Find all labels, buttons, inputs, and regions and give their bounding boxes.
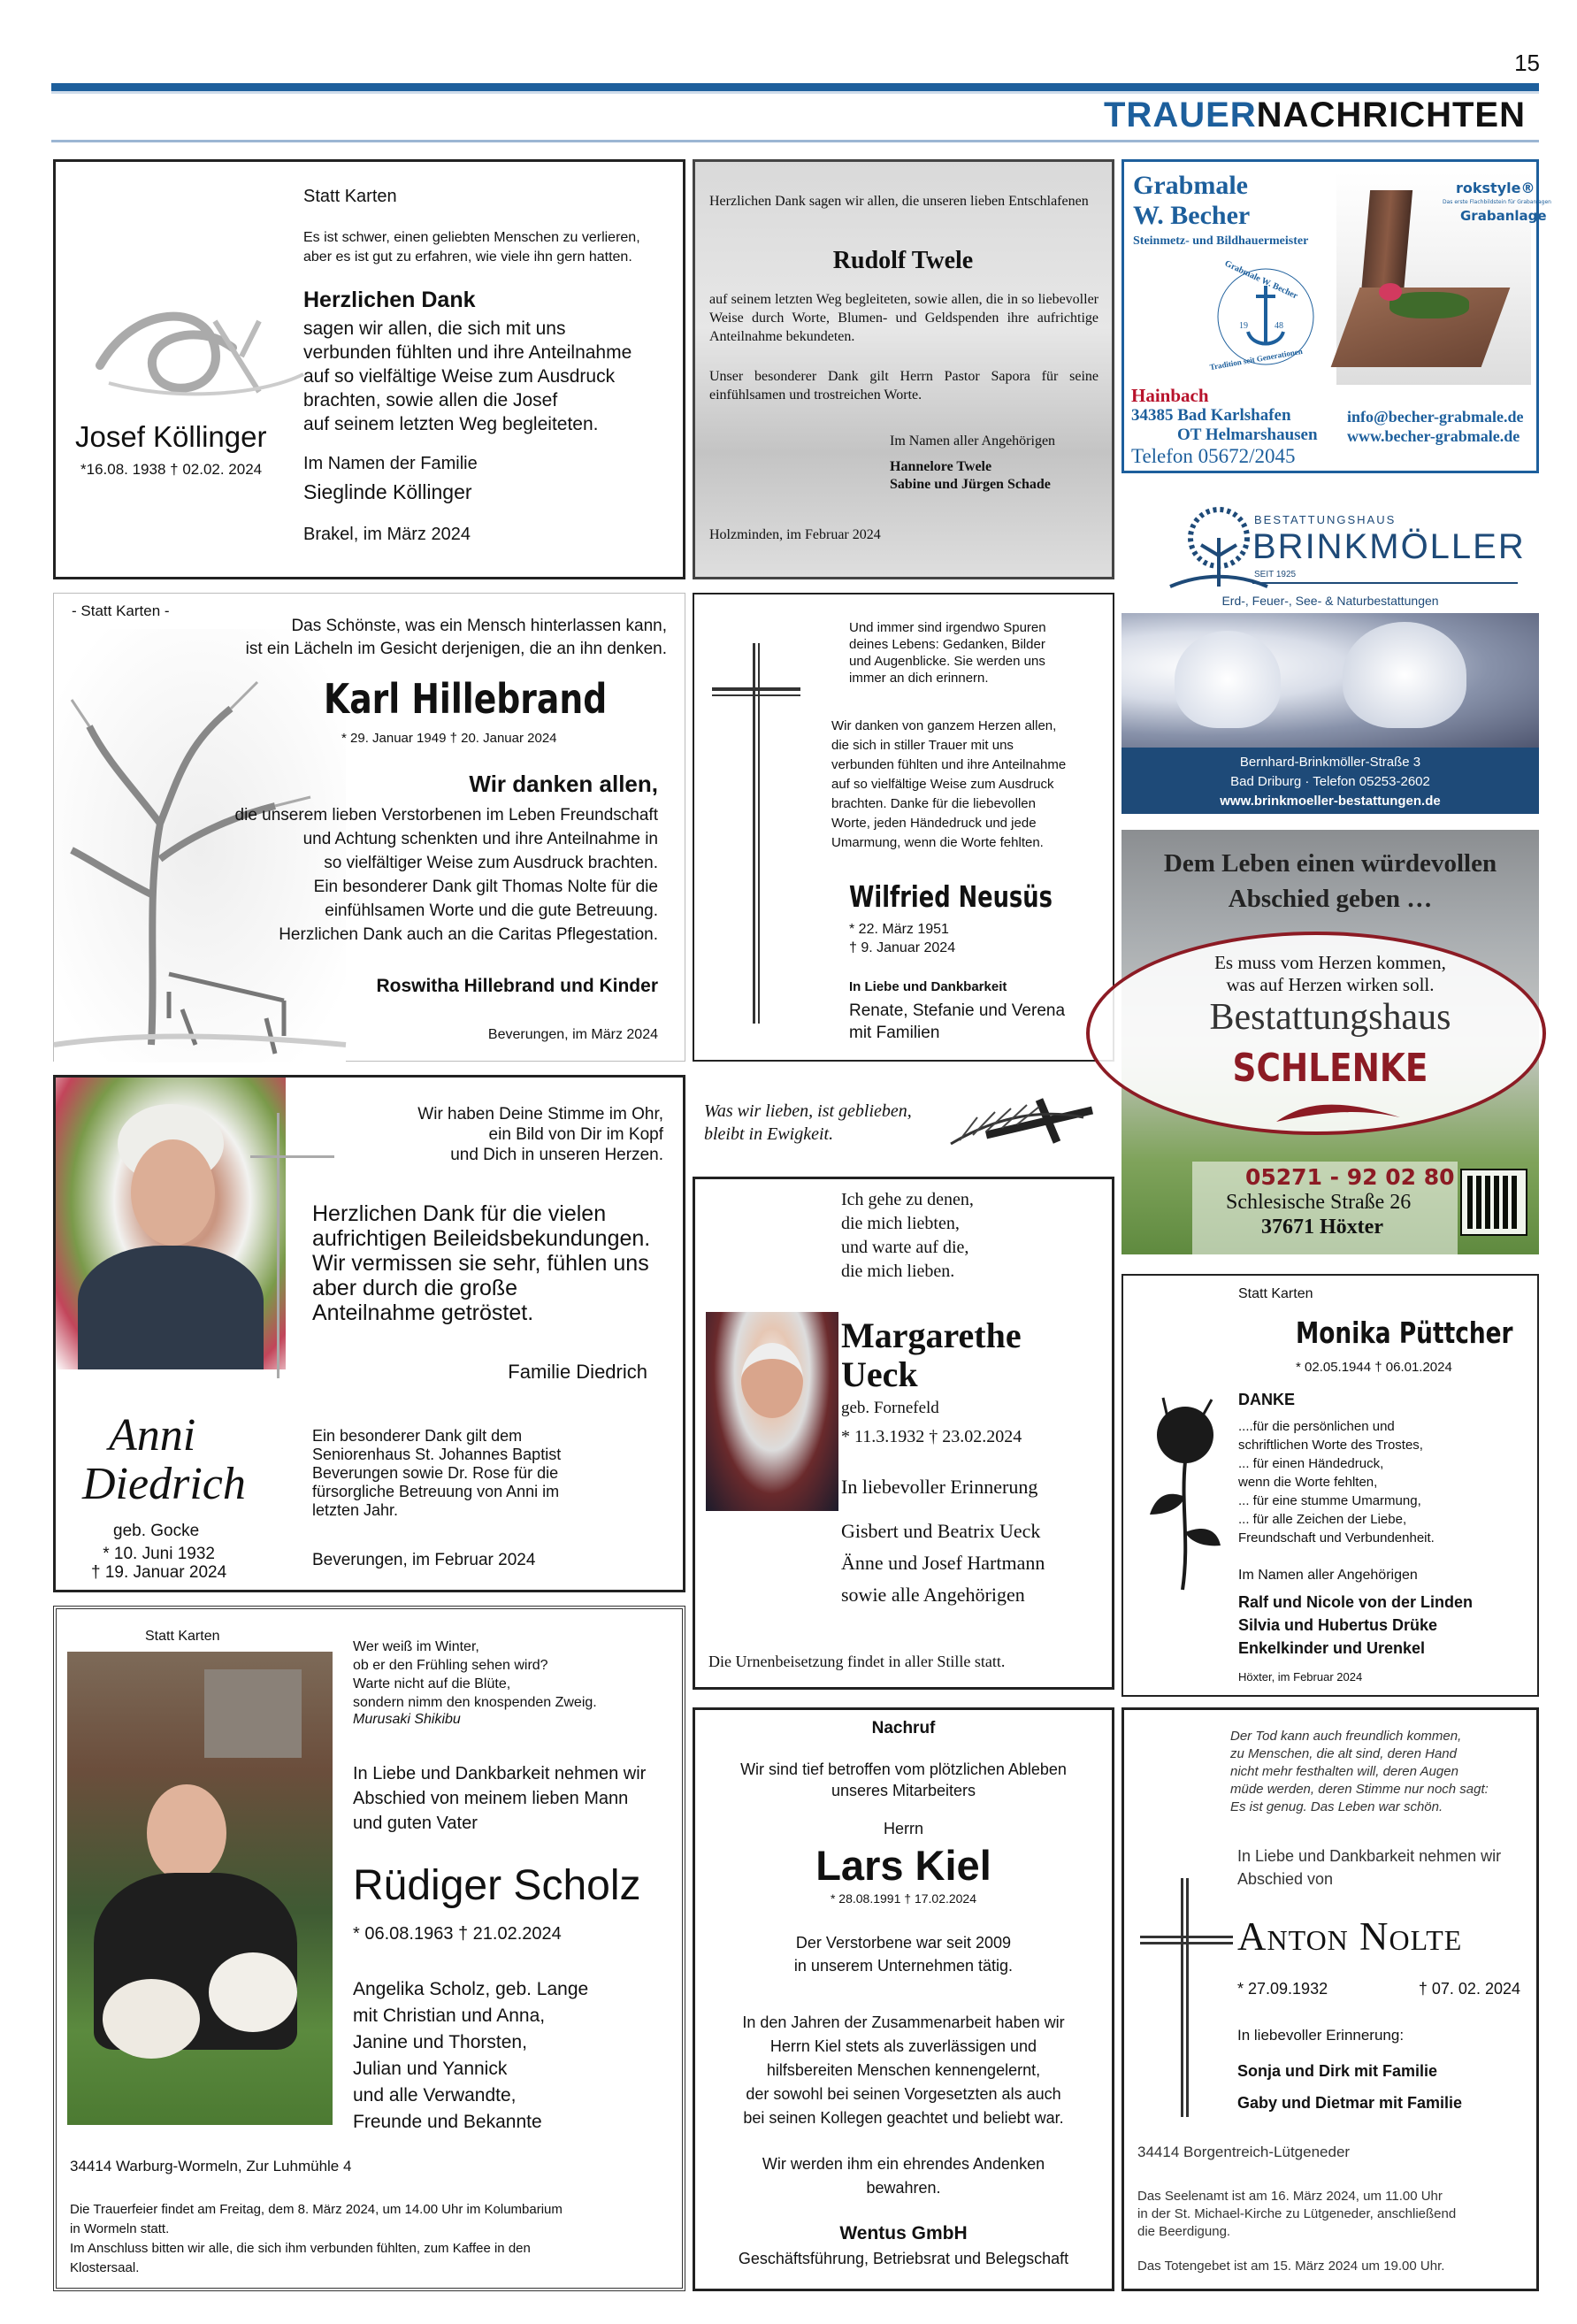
brink-name: BRINKMÖLLER [1252,527,1526,566]
poem: Ich gehe zu denen, die mich liebten, und warte auf die, die mich lieben. [841,1190,974,1281]
born-name: geb. Gocke [113,1522,200,1540]
born-date: * 27.09.1932 [1237,1980,1328,1998]
cross-icon [1140,1878,1233,2117]
portrait-shoulders [78,1246,264,1369]
grave-plants [1389,292,1469,318]
doghouse [204,1669,302,1758]
thanks-body: Herzlichen Dank für die vielen aufrichtigen Beileidsbekundungen. Wir vermissen sie sehr, fühlen uns aber durch die große Anteilnahme getröstet. [312,1201,651,1325]
paragraph-3: Wir werden ihm ein ehrendes Andenken bewahren. [762,2155,1045,2197]
poem-author: Murusaki Shikibu [353,1712,461,1727]
deceased-first: Anni [109,1410,196,1461]
addr1: Hainbach [1131,385,1209,406]
addr3: OT Helmarshausen [1177,426,1318,444]
deceased-name: Lars Kiel [815,1842,991,1889]
statt-karten: Statt Karten [1238,1286,1313,1301]
special-thanks: Ein besonderer Dank gilt dem Seniorenhaus St. Johannes Baptist Beverungen sowie Dr. Rose für die fürsorgliche Betreuung von Anni im letzten Jahr. [312,1427,562,1519]
heading: Nachruf [871,1719,936,1737]
cross-icon-vertical [753,643,755,1024]
deceased-name: Monika Püttcher [1296,1315,1513,1350]
address: 34414 Borgentreich-Lütgeneder [1137,2144,1351,2160]
note: Die Urnenbeisetzung findet in aller Stille statt. [708,1653,1006,1670]
note: Die Trauerfeier findet am Freitag, dem 8. März 2024, um 14.00 Uhr im Kolumbarium in Wormeln statt. Im Anschluss bitten wir alle, die sich ihm verbunden fühlten, zum Kaffee in den Klostersaal. [70,2202,563,2275]
intro-text: In Liebe und Dankbarkeit nehmen wir Abschied von [1237,1847,1502,1888]
family-names: Ralf und Nicole von der Linden Silvia und Hubertus Drüke Enkelkinder und Urenkel [1238,1593,1474,1657]
brink-footer [1122,748,1539,814]
cross-icon-horizontal [250,1155,334,1158]
family-names: Hannelore Twele Sabine und Jürgen Schade [890,459,1051,492]
place-date: Brakel, im März 2024 [303,525,471,544]
notice-puettcher [1122,1274,1539,1697]
notice-ueck [693,1177,1114,1690]
tulip-1 [1175,631,1281,728]
deceased-last: Diedrich [82,1459,246,1509]
company-sub: Geschäftsführung, Betriebsrat und Belegschaft [738,2250,1069,2267]
died-date: † 07. 02. 2024 [1418,1980,1520,1998]
intro-text: Wir sind tief betroffen vom plötzlichen Ableben unseres Mitarbeiters [740,1760,1067,1799]
intro-text: Es ist schwer, einen geliebten Menschen zu verlieren, aber es ist gut zu erfahren, wie viele ihn gern hatten. [303,230,640,265]
notice-koellinger [53,159,685,579]
becher-subtitle: Steinmetz- und Bildhauermeister [1133,234,1309,248]
thanks-heading: Wir danken allen, [469,771,658,797]
notice-scholz [53,1606,685,2291]
notice-hillebrand [53,593,685,1062]
ad-brinkmoeller [1122,494,1539,814]
becher-title1: Grabmale [1133,171,1248,200]
deceased-dates: * 11.3.1932 † 23.02.2024 [841,1427,1022,1446]
schlenke-name1: Bestattungshaus [1209,997,1451,1038]
rokstyle-tag: Grabanlage [1460,208,1547,224]
tulip-2 [1343,622,1466,728]
statt-karten: Statt Karten [145,1629,220,1644]
family-2: Gaby und Dietmar mit Familie [1237,2094,1463,2112]
place-date: Beverungen, im März 2024 [487,1027,658,1042]
brink-addr: Bernhard-Brinkmöller-Straße 3 [1239,755,1421,770]
deceased-name: Karl Hillebrand [324,675,608,723]
thanks-heading: DANKE [1238,1391,1296,1408]
schlenke-swoosh-icon [1272,1095,1405,1131]
schlenke-phone: 05271 - 92 02 80 [1245,1164,1455,1190]
place-date: Beverungen, im Februar 2024 [312,1551,536,1569]
deceased-name: Josef Köllinger [75,420,267,453]
deceased-name: Margarethe Ueck [841,1315,1022,1394]
deceased-dates: * 28.08.1991 † 17.02.2024 [830,1891,977,1906]
brinkmoeller-logo-area [1122,494,1539,613]
ad-becher [1122,159,1551,473]
cross-icon-horizontal-2 [1140,1942,1233,1944]
address: 34414 Warburg-Wormeln, Zur Luhmühle 4 [70,2158,352,2174]
family-label: Im Namen der Familie [303,454,478,473]
paragraph-1: Der Verstorbene war seit 2009 in unserem Unternehmen tätig. [793,1934,1014,1975]
ueck-top-quote: Was wir lieben, ist geblieben, bleibt in Ewigkeit. [704,1101,912,1144]
portrait-face [741,1343,803,1418]
cross-icon-horizontal [1140,1936,1233,1938]
family-names: Gisbert und Beatrix Ueck Änne und Josef Hartmann sowie alle Angehörigen [841,1520,1045,1606]
deceased-dates: *16.08. 1938 † 02.02. 2024 [80,461,263,478]
becher-title2: W. Becher [1133,201,1251,230]
thanks-body: sagen wir allen, die sich mit uns verbunden fühlten und ihre Anteilnahme auf so vielfältige Weise zum Ausdruck brachten, sowie allen die Josef auf seinem letzten Weg begleiteten. [303,318,632,434]
statt-karten: - Statt Karten - [72,602,170,619]
schlenke-name2: SCHLENKE [1232,1046,1428,1091]
section-title-b: NACHRICHTEN [1256,96,1526,134]
thanks-body: die unserem lieben Verstorbenen im Leben Freundschaft und Achtung schenkten und ihre Anteilnahme in so vielfältiger Weise zum Ausdruck brachten. Ein besonderer Dank gilt Thomas Nolte für die einfühlsamen Worte und die gute Betreuung. Herzlichen Dank auch an die Caritas Pflegestation. [234,806,658,944]
brink-line [1252,582,1518,584]
becher-email: info@becher-grabmale.de [1347,408,1524,426]
section-title [1104,96,1526,135]
family-1: Sonja und Dirk mit Familie [1237,2062,1438,2080]
seal-year1: 19 [1239,321,1248,331]
notice-diedrich [53,1075,685,1592]
company: Wentus GmbH [839,2223,968,2243]
note-1: Das Seelenamt ist am 16. März 2024, um 11.00 Uhr in der St. Michael-Kirche zu Lütgeneder, anschließend die Beerdigung. [1137,2189,1457,2239]
quote: Wir haben Deine Stimme im Ohr, ein Bild von Dir im Kopf und Dich in unseren Herzen. [417,1105,663,1164]
notice-nolte [1122,1707,1539,2291]
deceased-dates: * 29. Januar 1949 † 20. Januar 2024 [341,731,557,746]
poem: Wer weiß im Winter, ob er den Frühling sehen wird? Warte nicht auf die Blüte, sondern nimm den knospenden Zweig. [353,1639,597,1710]
title: Herrn [883,1820,923,1837]
quote: Der Tod kann auch freundlich kommen, zu Menschen, die alt sind, deren Hand nicht mehr festhalten will, deren Augen müde werden, deren Stimme nur noch sagt: Es ist genug. Das Leben war schön. [1230,1729,1489,1814]
ad-schlenke [1122,830,1539,1254]
family-names: Roswitha Hillebrand und Kinder [376,976,658,996]
brink-since: SEIT 1925 [1254,570,1297,579]
schlenke-quote: Es muss vom Herzen kommen, was auf Herzen wirken soll. [1214,952,1446,995]
seal-top-text: Grabmale W. Becher [1222,258,1299,302]
schlenke-slogan: Dem Leben einen würdevollen Abschied geben … [1163,849,1497,913]
family-label: Im Namen aller Angehörigen [1238,1568,1418,1583]
cross-icon-horizontal-2 [712,694,800,696]
deceased-dates: * 22. März 1951 † 9. Januar 2024 [849,922,956,955]
family-names: Familie Diedrich [508,1361,647,1383]
dog-1 [103,1979,200,2059]
addr2: 34385 Bad Karlshafen [1131,406,1291,425]
seal-year2: 48 [1275,321,1283,331]
brink-services: Erd-, Feuer-, See- & Naturbestattungen [1221,594,1439,608]
thanks-body: auf seinem letzten Weg begleiteten, sowie allen, die in so liebevoller Weise durch Worte, Blumen- und Geldspenden ihre aufrichtige Anteilnahme bekundeten. [709,292,1099,344]
cross-icon-vertical-2 [758,643,760,1024]
label: In Liebe und Dankbarkeit [849,979,1007,994]
grave-flowers [1379,283,1402,301]
rokstyle-brand: rokstyle® [1456,180,1535,196]
poem: Und immer sind irgendwo Spuren deines Lebens: Gedanken, Bilder und Augenblicke. Sie werden uns immer an dich erinnern. [849,620,1046,686]
intro-text: Herzlichen Dank sagen wir allen, die unseren lieben Entschlafenen [709,194,1089,209]
person-head [147,1784,226,1882]
special-thanks: Unser besonderer Dank gilt Herrn Pastor Sapora für seine einfühlsamen und trostreichen Worte. [709,369,1099,403]
thanks-body: ....für die persönlichen und schriftlichen Worte des Trostes, ... für einen Händedruck, wenn die Worte fehlten, ... für eine stumme Umarmung, ... für alle Zeichen der Liebe, Freundschaft und Verbundenheit. [1238,1419,1435,1545]
deceased-dates: * 10. Juni 1932 † 19. Januar 2024 [91,1545,227,1582]
rokstyle-sub: Das erste Flachbildstein für Grabanlagen [1443,199,1551,205]
brink-pre: BESTATTUNGSHAUS [1254,513,1397,526]
portrait-face [131,1139,215,1246]
notice-neusues [693,593,1114,1062]
brink-web: www.brinkmoeller-bestattungen.de [1220,794,1441,809]
notice-twele [693,159,1114,579]
quote: Das Schönste, was ein Mensch hinterlassen kann, ist ein Lächeln im Gesicht derjenigen, die an ihn denken. [245,617,667,658]
qr-code-icon [1462,1170,1526,1234]
deceased-name: Rüdiger Scholz [353,1862,641,1909]
header-rule-light [51,91,1539,94]
brink-city: Bad Driburg · Telefon 05253-2602 [1230,774,1430,789]
statt-karten: Statt Karten [303,187,397,206]
deceased-name: Rudolf Twele [832,247,974,274]
family-label: Im Namen aller Angehörigen [890,433,1056,449]
deceased-dates: * 06.08.1963 † 21.02.2024 [353,1924,562,1944]
place-date: Höxter, im Februar 2024 [1238,1670,1363,1684]
tulip-photo [1122,613,1539,748]
paragraph-2: In den Jahren der Zusammenarbeit haben wir Herrn Kiel stets als zuverlässigen und hilfsbereiten Menschen kennengelernt, der sowohl bei seinen Vorgesetzten als auch bei seinen Kollegen geachtet und beliebt war. [742,2013,1065,2127]
schlenke-street: Schlesische Straße 26 [1226,1191,1412,1214]
deceased-name: Wilfried Neusüs [849,879,1053,914]
becher-phone: Telefon 05672/2045 [1131,445,1296,467]
note-2: Das Totengebet ist am 15. März 2024 um 19.00 Uhr. [1137,2259,1445,2274]
seal-bottom-text: Tradition seit Generationen [1208,346,1304,372]
cross-icon [712,643,800,1024]
label: In liebevoller Erinnerung: [1237,2027,1405,2044]
deceased-dates: * 02.05.1944 † 06.01.2024 [1296,1360,1452,1375]
born-name: geb. Fornefeld [841,1399,939,1417]
cross-icon-vertical [277,1113,279,1378]
schlenke-city: 37671 Höxter [1261,1216,1383,1239]
notice-kiel [693,1707,1114,2291]
family-names: Angelika Scholz, geb. Lange mit Christian und Anna, Janine und Thorsten, Julian und Yannick und alle Verwandte, Freunde und Bekannte [353,1979,589,2132]
thanks-body: Wir danken von ganzem Herzen allen, die sich in stiller Trauer mit uns verbunden fühlten und ihre Anteilnahme auf so vielfältige Weise zum Ausdruck brachten. Danke für die liebevollen Worte, jeden Händedruck und jede Umarmung, wenn die Worte fehlten. [831,718,1067,850]
dog-2 [209,1952,297,2032]
rose-icon [1137,1391,1234,1594]
header-underline [51,140,1539,142]
portrait-margarethe [706,1312,838,1511]
cross-icon-vertical [1181,1878,1183,2117]
deceased-name: Anton Nolte [1237,1914,1463,1959]
swirl-emblem-icon [82,286,321,418]
header-rule [51,83,1539,91]
family-names: Renate, Stefanie und Verena mit Familien [849,1001,1066,1042]
photo-ruediger [67,1652,333,2125]
section-title-a: TRAUER [1104,96,1257,134]
cross-icon-horizontal [712,687,800,691]
becher-web: www.becher-grabmale.de [1347,427,1520,445]
cross-icon-vertical-2 [1186,1878,1189,2117]
intro-text: In Liebe und Dankbarkeit nehmen wir Abschied von meinem lieben Mann und guten Vater [353,1764,647,1833]
place-date: Holzminden, im Februar 2024 [709,527,881,542]
page-number: 15 [1514,50,1540,76]
thanks-heading: Herzlichen Dank [303,288,476,312]
palm-cross-icon [933,1091,1110,1154]
family-names: Sieglinde Köllinger [303,480,472,503]
label: In liebevoller Erinnerung [841,1476,1038,1498]
